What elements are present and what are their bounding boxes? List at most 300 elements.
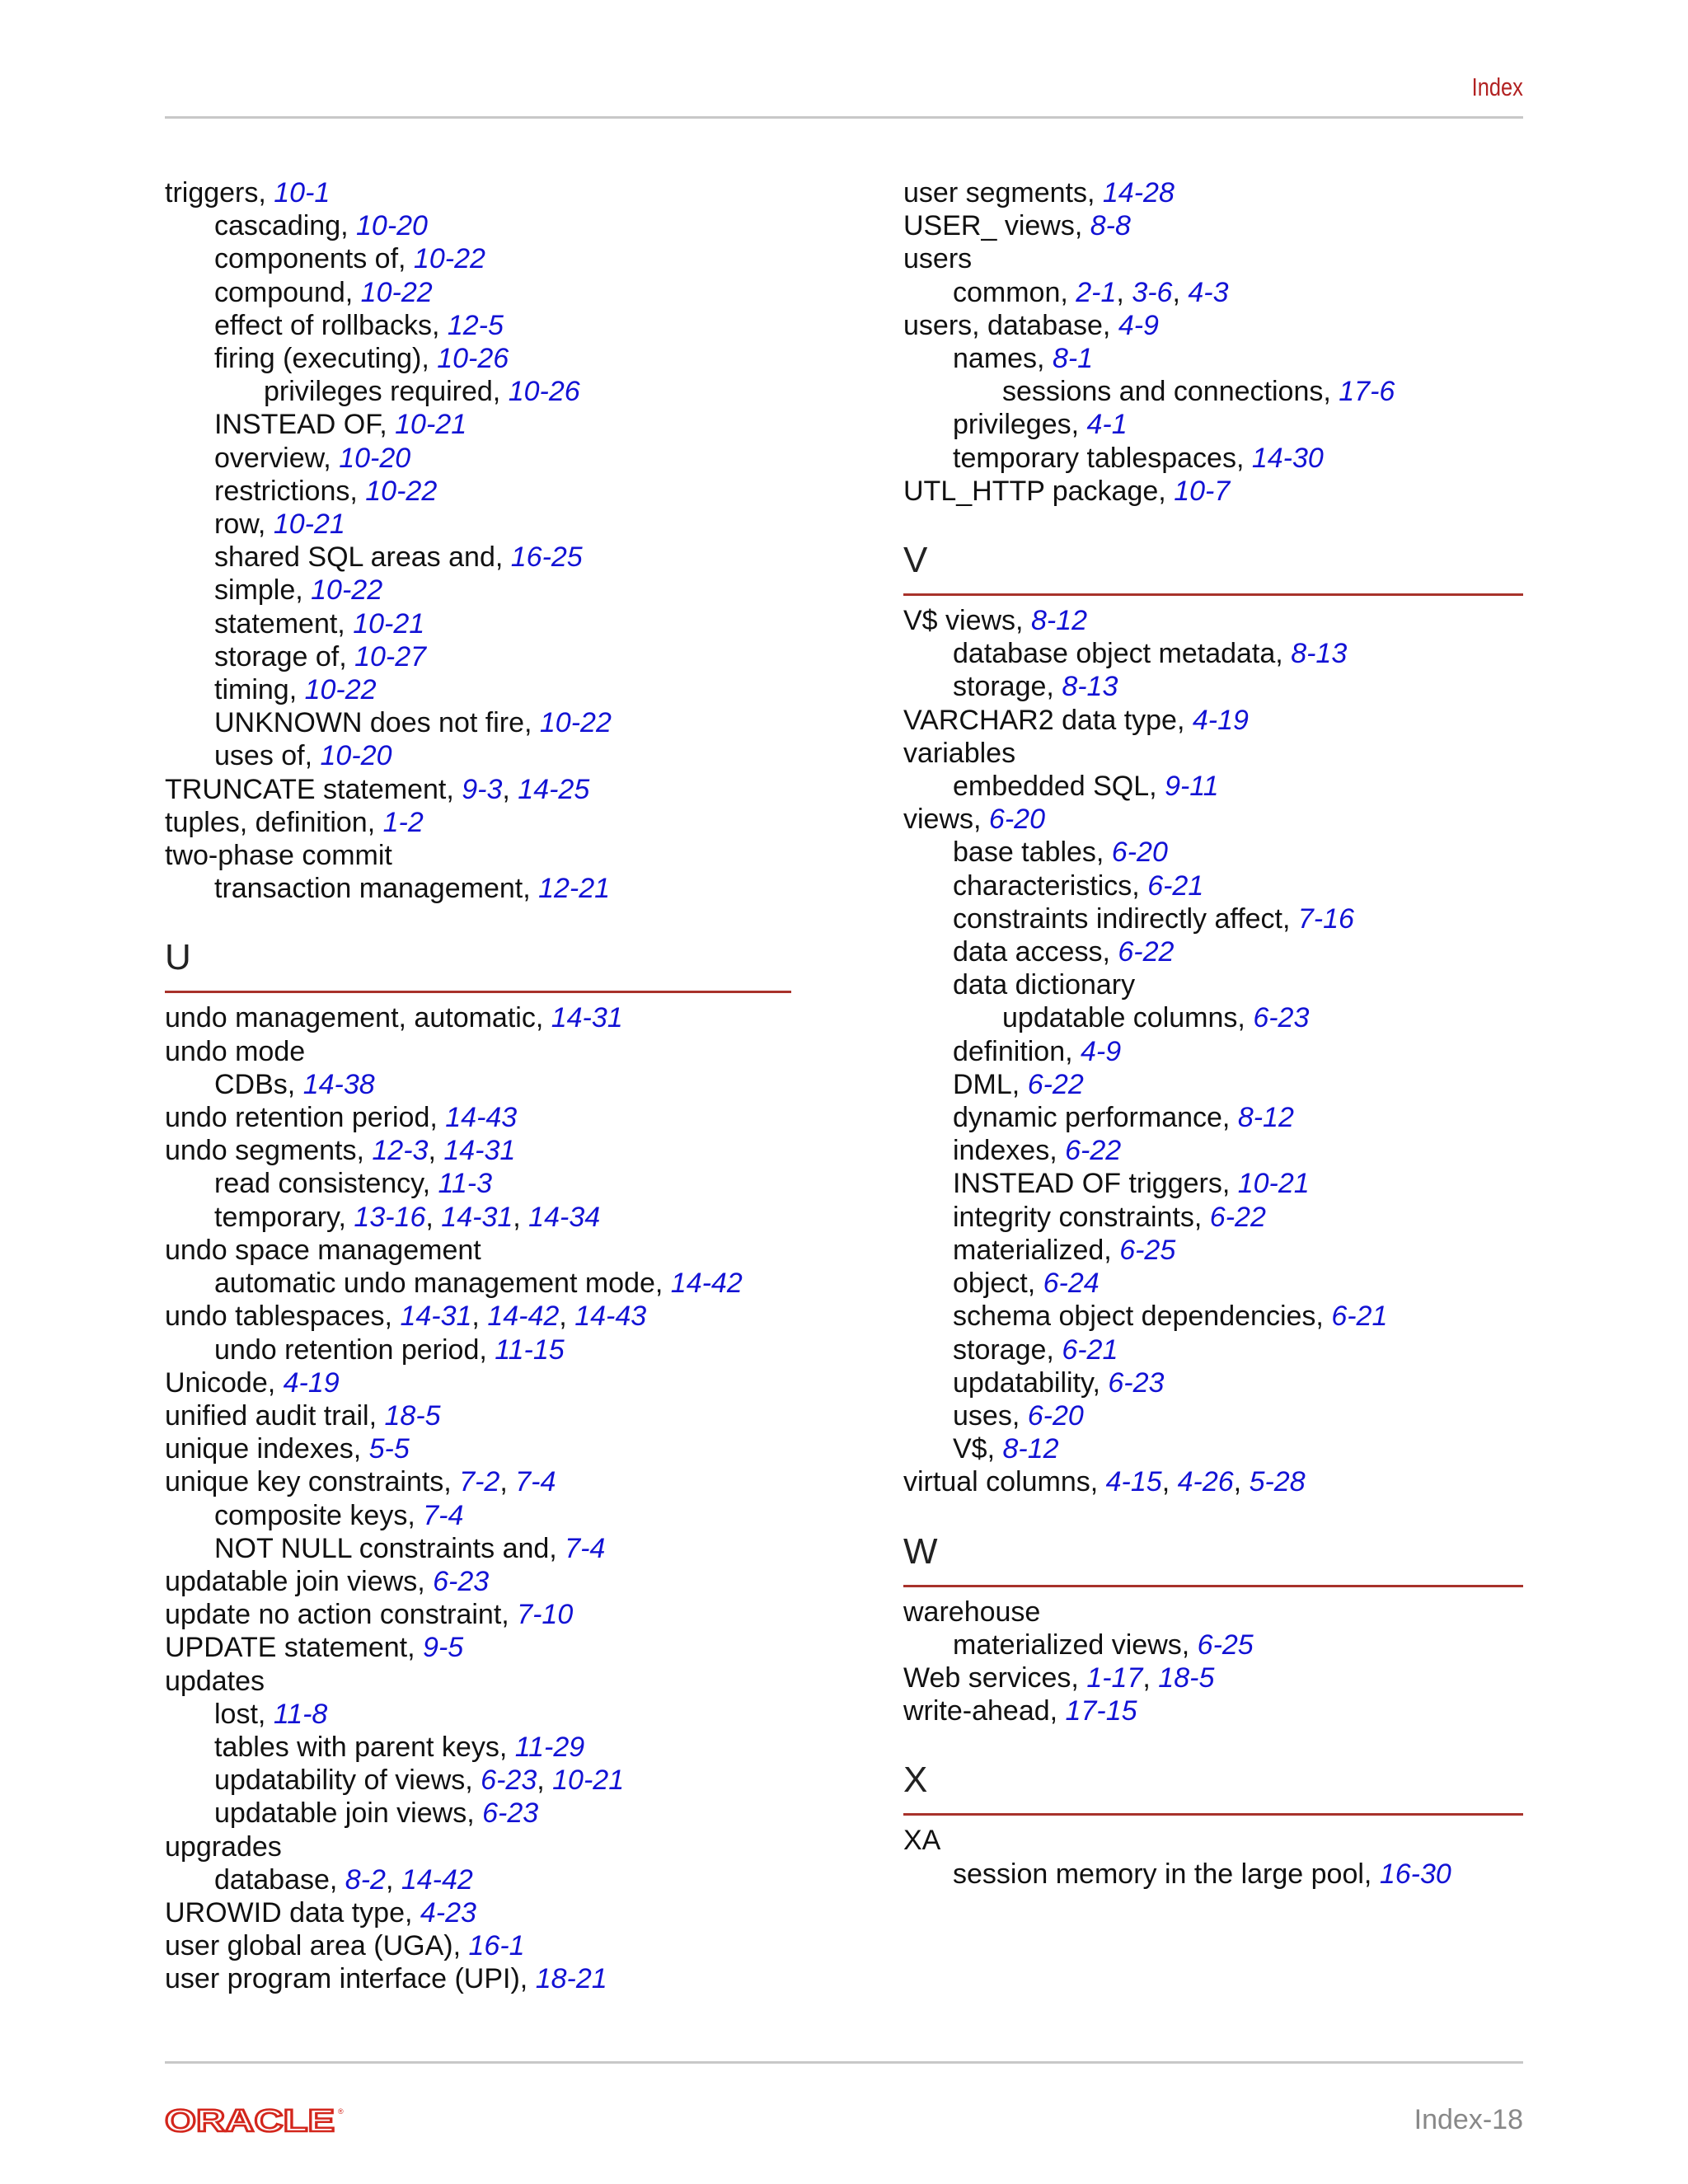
page-reference-link[interactable]: 6-21 bbox=[1331, 1301, 1388, 1333]
footer-divider bbox=[165, 2061, 1523, 2064]
index-term: overview, bbox=[214, 442, 340, 474]
index-term: undo retention period, bbox=[165, 1102, 446, 1134]
index-entry bbox=[165, 209, 791, 242]
page-reference-link[interactable]: 8-1 bbox=[1052, 343, 1094, 375]
page-reference-link[interactable]: 8-2 bbox=[345, 1863, 386, 1896]
page-reference-link[interactable]: 4-15 bbox=[1105, 1466, 1162, 1498]
index-term: users, database, bbox=[903, 309, 1118, 341]
index-entry bbox=[903, 737, 1523, 770]
index-entry bbox=[165, 1300, 791, 1333]
index-entry bbox=[903, 209, 1523, 242]
index-term: storage, bbox=[953, 671, 1062, 703]
index-term: base tables, bbox=[953, 837, 1112, 869]
index-term: user global area (UGA), bbox=[165, 1930, 469, 1962]
page-reference-link[interactable]: 11-8 bbox=[273, 1698, 328, 1730]
index-entry bbox=[165, 1001, 791, 1034]
index-entry bbox=[903, 637, 1523, 670]
ref-separator: , bbox=[385, 1863, 401, 1896]
page-reference-link[interactable]: 10-20 bbox=[339, 442, 411, 474]
page-reference-link[interactable]: 10-7 bbox=[1174, 475, 1231, 507]
index-term: restrictions, bbox=[214, 475, 366, 507]
index-term: V$, bbox=[953, 1433, 1003, 1465]
page-reference-link[interactable]: 7-4 bbox=[565, 1532, 606, 1564]
index-term: Web services, bbox=[903, 1661, 1087, 1694]
index-entry bbox=[165, 242, 791, 275]
index-term: transaction management, bbox=[214, 873, 539, 905]
page-reference-link[interactable]: 14-31 bbox=[551, 1002, 623, 1034]
svg-text:®: ® bbox=[338, 2107, 344, 2116]
index-term: UROWID data type, bbox=[165, 1896, 420, 1929]
page-reference-link[interactable]: 8-12 bbox=[1237, 1102, 1294, 1134]
page-reference-link[interactable]: 10-26 bbox=[508, 376, 580, 408]
page-reference-link[interactable]: 4-9 bbox=[1081, 1035, 1122, 1067]
page-reference-link[interactable]: 7-16 bbox=[1297, 902, 1354, 935]
index-entry bbox=[165, 1896, 791, 1929]
index-term: components of, bbox=[214, 243, 414, 275]
index-entry bbox=[165, 1665, 791, 1698]
section-heading: V bbox=[903, 540, 928, 581]
index-term: INSTEAD OF triggers, bbox=[953, 1168, 1238, 1200]
page-reference-link[interactable]: 6-21 bbox=[1147, 869, 1204, 902]
page-reference-link[interactable]: 10-1 bbox=[274, 177, 331, 209]
index-entry bbox=[903, 1234, 1523, 1267]
index-entry bbox=[165, 806, 791, 839]
index-term: virtual columns, bbox=[903, 1466, 1106, 1498]
page-reference-link[interactable]: 14-42 bbox=[401, 1863, 473, 1896]
index-term: users bbox=[903, 243, 973, 275]
page-reference-link[interactable]: 10-21 bbox=[273, 509, 345, 541]
page-reference-link[interactable]: 6-23 bbox=[1108, 1366, 1165, 1399]
page-reference-link[interactable]: 4-1 bbox=[1086, 409, 1128, 441]
index-entry bbox=[165, 1267, 791, 1300]
index-term: user program interface (UPI), bbox=[165, 1963, 536, 1995]
page-reference-link[interactable]: 6-23 bbox=[482, 1797, 539, 1830]
page-reference-link[interactable]: 5-28 bbox=[1249, 1466, 1306, 1498]
index-entry bbox=[165, 375, 791, 408]
index-entry bbox=[903, 1167, 1523, 1200]
index-entry bbox=[165, 1797, 791, 1830]
index-term: DML, bbox=[953, 1068, 1028, 1100]
index-term: two-phase commit bbox=[165, 840, 392, 872]
ref-separator: , bbox=[1172, 276, 1189, 308]
page-reference-link[interactable]: 10-21 bbox=[395, 409, 467, 441]
page-reference-link[interactable]: 10-27 bbox=[354, 640, 427, 673]
index-term: views, bbox=[903, 804, 989, 836]
index-entry bbox=[903, 1661, 1523, 1694]
index-entry bbox=[165, 1035, 791, 1068]
index-term: undo management, automatic, bbox=[165, 1002, 551, 1034]
index-term: object, bbox=[953, 1268, 1043, 1300]
index-column-right bbox=[903, 176, 1523, 1891]
index-term: shared SQL areas and, bbox=[214, 541, 511, 574]
index-term: VARCHAR2 data type, bbox=[903, 704, 1193, 736]
header-section-label: Index bbox=[1471, 73, 1523, 101]
index-entry bbox=[165, 1499, 791, 1532]
page-reference-link[interactable]: 6-23 bbox=[433, 1565, 490, 1597]
index-term: read consistency, bbox=[214, 1168, 438, 1200]
index-term: materialized, bbox=[953, 1234, 1120, 1266]
page-reference-link[interactable]: 10-22 bbox=[360, 276, 433, 308]
index-entry bbox=[165, 1167, 791, 1200]
index-entry bbox=[165, 1465, 791, 1498]
index-term: NOT NULL constraints and, bbox=[214, 1532, 565, 1564]
index-term: undo tablespaces, bbox=[165, 1301, 401, 1333]
index-term: lost, bbox=[214, 1698, 274, 1730]
index-term: firing (executing), bbox=[214, 343, 438, 375]
index-entry bbox=[165, 1764, 791, 1797]
page-reference-link[interactable]: 7-2 bbox=[459, 1466, 500, 1498]
index-term: undo retention period, bbox=[214, 1333, 495, 1366]
page-reference-link[interactable]: 6-22 bbox=[1065, 1135, 1122, 1167]
page-number: Index-18 bbox=[1414, 2104, 1523, 2135]
page-reference-link[interactable]: 9-5 bbox=[423, 1632, 464, 1664]
index-entry bbox=[903, 1858, 1523, 1891]
index-term: privileges, bbox=[953, 409, 1087, 441]
page-reference-link[interactable]: 8-12 bbox=[1030, 605, 1088, 637]
index-entry bbox=[165, 872, 791, 905]
page-reference-link[interactable]: 8-8 bbox=[1090, 210, 1131, 242]
index-term: uses of, bbox=[214, 740, 321, 772]
index-entry bbox=[165, 1399, 791, 1432]
page-reference-link[interactable]: 18-21 bbox=[535, 1963, 607, 1995]
index-entry bbox=[165, 773, 791, 806]
index-term: TRUNCATE statement, bbox=[165, 773, 462, 805]
index-term: user segments, bbox=[903, 177, 1103, 209]
page-reference-link[interactable]: 6-25 bbox=[1197, 1629, 1254, 1661]
page-reference-link[interactable]: 10-20 bbox=[356, 210, 428, 242]
ref-separator: , bbox=[425, 1201, 442, 1233]
index-term: CDBs, bbox=[214, 1068, 303, 1100]
index-entry bbox=[165, 1698, 791, 1731]
index-entry bbox=[903, 770, 1523, 803]
index-term: updatable columns, bbox=[1002, 1002, 1254, 1034]
index-entry bbox=[165, 1565, 791, 1598]
index-term: uses, bbox=[953, 1399, 1028, 1432]
index-entry bbox=[165, 839, 791, 872]
page-reference-link[interactable]: 14-31 bbox=[441, 1201, 513, 1233]
page-reference-link[interactable]: 9-3 bbox=[462, 773, 503, 805]
page-reference-link[interactable]: 7-4 bbox=[515, 1466, 556, 1498]
index-term: variables bbox=[903, 737, 1016, 769]
page-reference-link[interactable]: 6-24 bbox=[1043, 1268, 1100, 1300]
page-reference-link[interactable]: 9-11 bbox=[1165, 771, 1219, 803]
index-entry bbox=[165, 1068, 791, 1101]
index-term: simple, bbox=[214, 574, 312, 607]
index-entry bbox=[903, 604, 1523, 637]
index-term: database object metadata, bbox=[953, 638, 1292, 670]
page-reference-link[interactable]: 11-15 bbox=[495, 1333, 565, 1366]
index-term: compound, bbox=[214, 276, 361, 308]
index-term: INSTEAD OF, bbox=[214, 409, 396, 441]
index-term: unique indexes, bbox=[165, 1433, 369, 1465]
page-reference-link[interactable]: 12-3 bbox=[372, 1135, 429, 1167]
index-entry bbox=[165, 475, 791, 508]
index-term: UNKNOWN does not fire, bbox=[214, 707, 540, 739]
index-entry bbox=[165, 408, 791, 441]
index-entry bbox=[903, 1001, 1523, 1034]
index-entry bbox=[903, 1134, 1523, 1167]
index-term: schema object dependencies, bbox=[953, 1301, 1332, 1333]
index-entry bbox=[165, 1234, 791, 1267]
index-entry bbox=[165, 1201, 791, 1234]
ref-separator: , bbox=[537, 1765, 553, 1797]
page-reference-link[interactable]: 7-4 bbox=[423, 1499, 464, 1531]
ref-separator: , bbox=[1233, 1466, 1250, 1498]
index-term: unique key constraints, bbox=[165, 1466, 460, 1498]
index-term: temporary, bbox=[214, 1201, 354, 1233]
page-reference-link[interactable]: 10-21 bbox=[552, 1765, 625, 1797]
index-entry bbox=[165, 1929, 791, 1962]
page-reference-link[interactable]: 10-21 bbox=[353, 607, 425, 640]
index-term: session memory in the large pool, bbox=[953, 1858, 1380, 1890]
section-heading: U bbox=[165, 937, 191, 978]
index-entry bbox=[165, 1333, 791, 1366]
page-reference-link[interactable]: 6-22 bbox=[1118, 936, 1175, 968]
ref-separator: , bbox=[559, 1301, 575, 1333]
page-reference-link[interactable]: 6-20 bbox=[1111, 837, 1168, 869]
page-reference-link[interactable]: 8-13 bbox=[1291, 638, 1348, 670]
index-term: storage of, bbox=[214, 640, 355, 673]
ref-separator: , bbox=[471, 1301, 488, 1333]
page-reference-link[interactable]: 18-5 bbox=[384, 1399, 441, 1432]
page-reference-link[interactable]: 10-26 bbox=[437, 343, 509, 375]
page-reference-link[interactable]: 14-30 bbox=[1251, 442, 1324, 474]
page-reference-link[interactable]: 4-9 bbox=[1118, 309, 1159, 341]
index-entry bbox=[903, 1300, 1523, 1333]
index-entry bbox=[903, 1432, 1523, 1465]
index-entry bbox=[903, 1824, 1523, 1857]
index-term: composite keys, bbox=[214, 1499, 424, 1531]
index-entry bbox=[903, 1399, 1523, 1432]
index-entry bbox=[165, 276, 791, 309]
section-rule bbox=[165, 991, 791, 993]
page-reference-link[interactable]: 6-22 bbox=[1027, 1068, 1084, 1100]
index-term: data access, bbox=[953, 936, 1118, 968]
index-entry bbox=[903, 276, 1523, 309]
index-entry bbox=[165, 1731, 791, 1764]
index-term: updatability of views, bbox=[214, 1765, 481, 1797]
page-reference-link[interactable]: 10-21 bbox=[1237, 1168, 1310, 1200]
index-entry bbox=[903, 1101, 1523, 1134]
index-term: sessions and connections, bbox=[1002, 376, 1339, 408]
page-reference-link[interactable]: 16-30 bbox=[1379, 1858, 1451, 1890]
index-entry bbox=[165, 1830, 791, 1863]
page-reference-link[interactable]: 1-17 bbox=[1086, 1661, 1143, 1694]
index-entry bbox=[903, 309, 1523, 342]
index-term: write-ahead, bbox=[903, 1695, 1066, 1727]
page-reference-link[interactable]: 11-3 bbox=[438, 1168, 493, 1200]
index-term: UTL_HTTP package, bbox=[903, 475, 1175, 507]
index-term: V$ views, bbox=[903, 605, 1031, 637]
page-reference-link[interactable]: 10-20 bbox=[320, 740, 392, 772]
index-term: undo segments, bbox=[165, 1135, 373, 1167]
index-term: cascading, bbox=[214, 210, 356, 242]
page-reference-link[interactable]: 14-42 bbox=[670, 1268, 743, 1300]
page-reference-link[interactable]: 10-22 bbox=[413, 243, 485, 275]
index-entry bbox=[903, 902, 1523, 935]
index-entry bbox=[903, 1035, 1523, 1068]
index-entry bbox=[903, 442, 1523, 475]
ref-separator: , bbox=[502, 773, 518, 805]
index-entry bbox=[903, 968, 1523, 1001]
index-entry bbox=[903, 1366, 1523, 1399]
index-term: data dictionary bbox=[953, 969, 1136, 1001]
index-term: timing, bbox=[214, 674, 305, 706]
index-term: characteristics, bbox=[953, 869, 1148, 902]
page-reference-link[interactable]: 10-22 bbox=[304, 674, 377, 706]
index-term: indexes, bbox=[953, 1135, 1066, 1167]
ref-separator: , bbox=[428, 1135, 444, 1167]
index-entry bbox=[165, 607, 791, 640]
page-reference-link[interactable]: 14-28 bbox=[1102, 177, 1175, 209]
index-entry bbox=[903, 704, 1523, 737]
ref-separator: , bbox=[1116, 276, 1132, 308]
page-reference-link[interactable]: 7-10 bbox=[517, 1599, 574, 1631]
index-term: automatic undo management mode, bbox=[214, 1268, 671, 1300]
index-entry bbox=[903, 1694, 1523, 1727]
index-entry bbox=[165, 1598, 791, 1631]
index-entry bbox=[903, 869, 1523, 902]
index-term: tuples, definition, bbox=[165, 806, 383, 838]
page-reference-link[interactable]: 4-19 bbox=[1192, 704, 1249, 736]
page-reference-link[interactable]: 12-21 bbox=[538, 873, 611, 905]
page-reference-link[interactable]: 4-26 bbox=[1177, 1466, 1234, 1498]
page-reference-link[interactable]: 6-20 bbox=[1027, 1399, 1084, 1432]
section-heading: W bbox=[903, 1530, 938, 1572]
index-entry bbox=[903, 375, 1523, 408]
page-reference-link[interactable]: 1-2 bbox=[382, 806, 424, 838]
index-entry bbox=[903, 176, 1523, 209]
index-entry bbox=[903, 1333, 1523, 1366]
page-reference-link[interactable]: 4-23 bbox=[420, 1896, 476, 1929]
header-divider bbox=[165, 116, 1523, 119]
index-entry bbox=[165, 442, 791, 475]
index-entry bbox=[165, 1366, 791, 1399]
page-reference-link[interactable]: 16-1 bbox=[468, 1930, 525, 1962]
index-term: constraints indirectly affect, bbox=[953, 902, 1298, 935]
index-entry bbox=[165, 508, 791, 541]
oracle-logo bbox=[165, 2106, 346, 2134]
page-reference-link[interactable]: 6-20 bbox=[988, 804, 1045, 836]
index-entry bbox=[165, 640, 791, 673]
index-term: XA bbox=[903, 1825, 941, 1857]
page-reference-link[interactable]: 14-31 bbox=[443, 1135, 516, 1167]
index-term: upgrades bbox=[165, 1830, 282, 1863]
index-term: updatability, bbox=[953, 1366, 1109, 1399]
index-term: unified audit trail, bbox=[165, 1399, 385, 1432]
page-reference-link[interactable]: 14-43 bbox=[574, 1301, 647, 1333]
index-entry bbox=[903, 1201, 1523, 1234]
page-reference-link[interactable]: 13-16 bbox=[354, 1201, 426, 1233]
index-term: database, bbox=[214, 1863, 345, 1896]
index-entry bbox=[903, 242, 1523, 275]
page-reference-link[interactable]: 14-31 bbox=[400, 1301, 472, 1333]
page-reference-link[interactable]: 2-1 bbox=[1076, 276, 1117, 308]
index-entry bbox=[903, 670, 1523, 703]
index-entry bbox=[165, 342, 791, 375]
page-reference-link[interactable]: 10-22 bbox=[311, 574, 383, 607]
index-term: updatable join views, bbox=[165, 1565, 434, 1597]
index-term: statement, bbox=[214, 607, 354, 640]
page-reference-link[interactable]: 17-6 bbox=[1339, 376, 1395, 408]
index-term: undo space management bbox=[165, 1234, 481, 1266]
index-term: undo mode bbox=[165, 1035, 306, 1067]
section-rule bbox=[903, 593, 1523, 596]
page-reference-link[interactable]: 10-22 bbox=[365, 475, 438, 507]
index-term: storage, bbox=[953, 1333, 1062, 1366]
page-reference-link[interactable]: 5-5 bbox=[368, 1433, 410, 1465]
index-term: USER_ views, bbox=[903, 210, 1090, 242]
page-reference-link[interactable]: 4-19 bbox=[283, 1366, 340, 1399]
index-term: names, bbox=[953, 343, 1053, 375]
index-entry bbox=[903, 803, 1523, 836]
index-term: update no action constraint, bbox=[165, 1599, 518, 1631]
page-reference-link[interactable]: 14-42 bbox=[487, 1301, 560, 1333]
page-reference-link[interactable]: 11-29 bbox=[514, 1731, 585, 1763]
index-term: dynamic performance, bbox=[953, 1102, 1238, 1134]
ref-separator: , bbox=[1161, 1466, 1178, 1498]
index-entry bbox=[165, 1863, 791, 1896]
page-reference-link[interactable]: 3-6 bbox=[1132, 276, 1173, 308]
index-term: row, bbox=[214, 509, 274, 541]
index-entry bbox=[903, 1267, 1523, 1300]
section-rule bbox=[903, 1813, 1523, 1816]
page-reference-link[interactable]: 8-13 bbox=[1062, 671, 1118, 703]
index-entry bbox=[903, 408, 1523, 441]
index-entry bbox=[903, 1629, 1523, 1661]
page-reference-link[interactable]: 10-22 bbox=[539, 707, 612, 739]
index-term: warehouse bbox=[903, 1596, 1041, 1628]
index-entry bbox=[903, 1596, 1523, 1629]
page-reference-link[interactable]: 14-43 bbox=[445, 1102, 518, 1134]
page-reference-link[interactable]: 8-12 bbox=[1002, 1433, 1059, 1465]
page-reference-link[interactable]: 17-15 bbox=[1065, 1695, 1137, 1727]
page-reference-link[interactable]: 14-34 bbox=[528, 1201, 601, 1233]
page-reference-link[interactable]: 6-23 bbox=[1253, 1002, 1310, 1034]
page-reference-link[interactable]: 6-22 bbox=[1209, 1201, 1266, 1233]
index-entry bbox=[903, 935, 1523, 968]
page-reference-link[interactable]: 14-38 bbox=[302, 1068, 375, 1100]
ref-separator: , bbox=[499, 1466, 516, 1498]
page-reference-link[interactable]: 6-21 bbox=[1062, 1333, 1118, 1366]
section-heading: X bbox=[903, 1760, 928, 1801]
page-reference-link[interactable]: 18-5 bbox=[1158, 1661, 1215, 1694]
index-entry bbox=[165, 309, 791, 342]
index-entry bbox=[165, 574, 791, 607]
page-reference-link[interactable]: 4-3 bbox=[1188, 276, 1229, 308]
page-reference-link[interactable]: 16-25 bbox=[510, 541, 583, 574]
page-reference-link[interactable]: 14-25 bbox=[518, 773, 590, 805]
index-entry bbox=[903, 1465, 1523, 1498]
index-entry bbox=[165, 739, 791, 772]
page-reference-link[interactable]: 12-5 bbox=[447, 309, 504, 341]
index-entry bbox=[165, 1631, 791, 1664]
index-entry bbox=[903, 1068, 1523, 1101]
section-rule bbox=[903, 1585, 1523, 1587]
index-column-left bbox=[165, 176, 791, 1996]
oracle-logo-text: ORACLE bbox=[165, 2106, 335, 2134]
index-entry bbox=[165, 176, 791, 209]
index-term: temporary tablespaces, bbox=[953, 442, 1252, 474]
index-term: privileges required, bbox=[264, 376, 509, 408]
index-term: triggers, bbox=[165, 177, 274, 209]
index-term: common, bbox=[953, 276, 1076, 308]
index-term: definition, bbox=[953, 1035, 1081, 1067]
page-reference-link[interactable]: 6-23 bbox=[481, 1765, 537, 1797]
page-reference-link[interactable]: 6-25 bbox=[1119, 1234, 1176, 1266]
index-term: updatable join views, bbox=[214, 1797, 483, 1830]
index-term: embedded SQL, bbox=[953, 771, 1165, 803]
